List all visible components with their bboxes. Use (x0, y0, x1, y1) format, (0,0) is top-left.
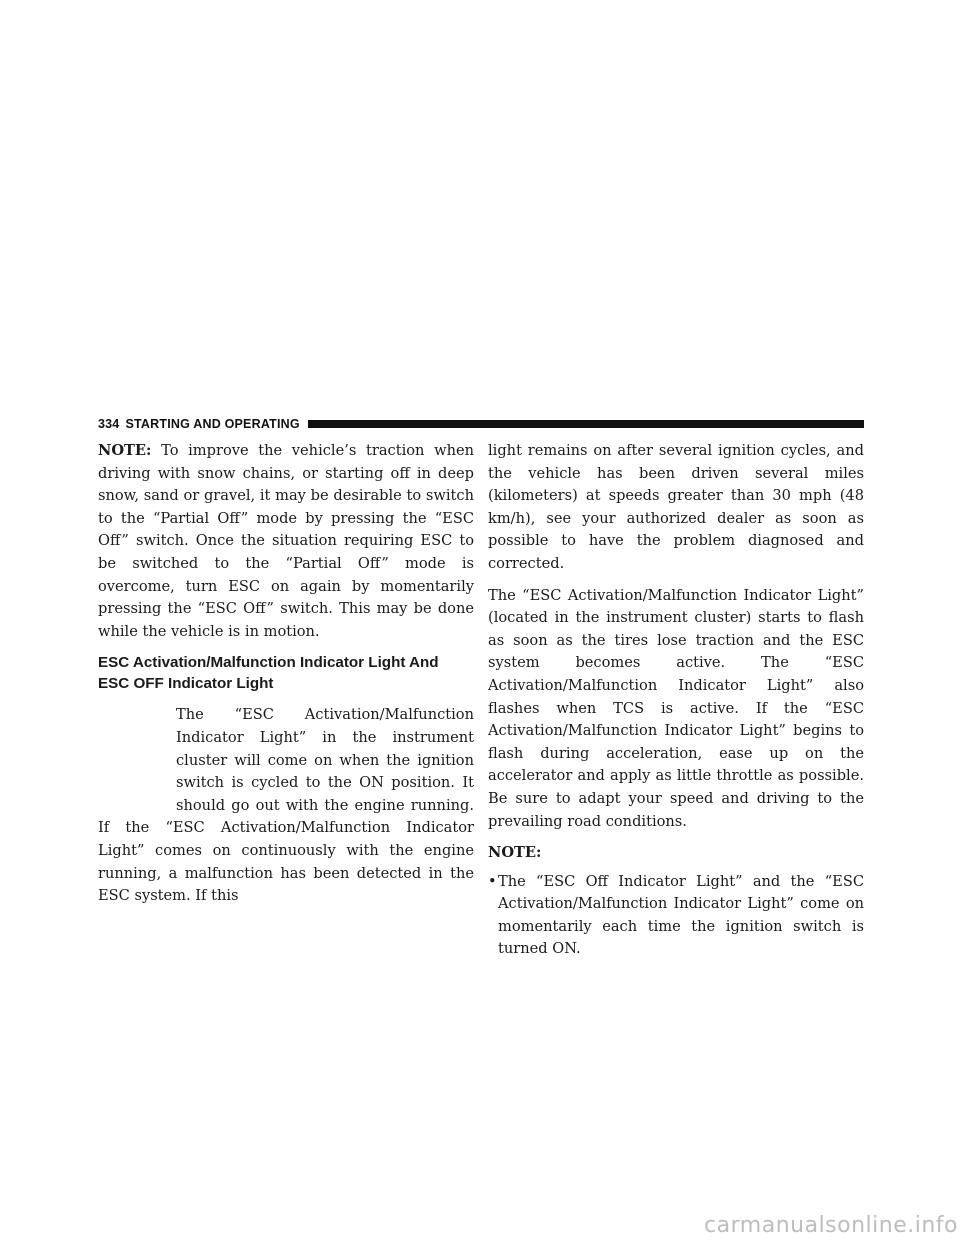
page-number: 334 (98, 417, 120, 431)
page-header (98, 415, 864, 433)
header-rule (308, 420, 864, 428)
section-heading: ESC Activation/Malfunction Indicator Light And ESC OFF Indicator Light (98, 654, 439, 693)
flash-paragraph: The “ESC Activation/Malfunction Indicator Light” (located in the instrument cluster) starts to flash as soon as the tires lose traction and the ESC system becomes active. The “ESC Activation/Malfunction Indicator Light” also flashes when TCS is active. If the “ESC Activation/Malfunction Indicator Light” begins to flash during acceleration, ease up on the accelerator and apply as little throttle as possible. Be sure to adapt your speed and driving to the prevailing road conditions. (488, 586, 864, 830)
note-label: NOTE: (98, 442, 152, 459)
indicator-paragraph (98, 704, 474, 907)
continued-paragraph: light remains on after several ignition cycles, and the vehicle has been driven several miles (kilometers) at speeds greater than 30 mph (48 km/h), see your authorized dealer as soon as possible to have the problem diagnosed and corrected. (488, 442, 864, 572)
note-heading: NOTE: (488, 844, 542, 862)
right-column (488, 440, 864, 961)
bullet-icon: • (488, 872, 497, 890)
left-column (98, 440, 474, 917)
bullet-text: The “ESC Off Indicator Light” and the “ESC Activation/Malfunction Indicator Light” come on momentarily each time the ignition switch is turned ON. (498, 872, 864, 958)
note-text: To improve the vehicle’s traction when driving with snow chains, or starting off in deep snow, sand or gravel, it may be desirable to switch to the “Partial Off” mode by pressing the “ESC Off” switch. Once the situation requiring ESC to be switched to the “Partial Off” mode is overcome, turn ESC on again by momentarily pressing the “ESC Off” switch. This may be done while the vehicle is in motion. (98, 442, 475, 640)
indicator-text: The “ESC Activation/Malfunction Indicator Light” in the instrument cluster will come on when the ignition switch is cycled to the ON position. It should go out with the engine running. If the “ESC Activation/Malfunction Indicator Light” comes on continuously with the engine running, a malfunction has been detected in the ESC system. If this (98, 706, 474, 905)
note-paragraph (98, 440, 474, 643)
section-title: STARTING AND OPERATING (125, 417, 300, 431)
list-item (488, 871, 864, 961)
watermark: carmanualsonline.info (704, 1213, 958, 1238)
indicator-icon-placeholder (98, 704, 176, 799)
